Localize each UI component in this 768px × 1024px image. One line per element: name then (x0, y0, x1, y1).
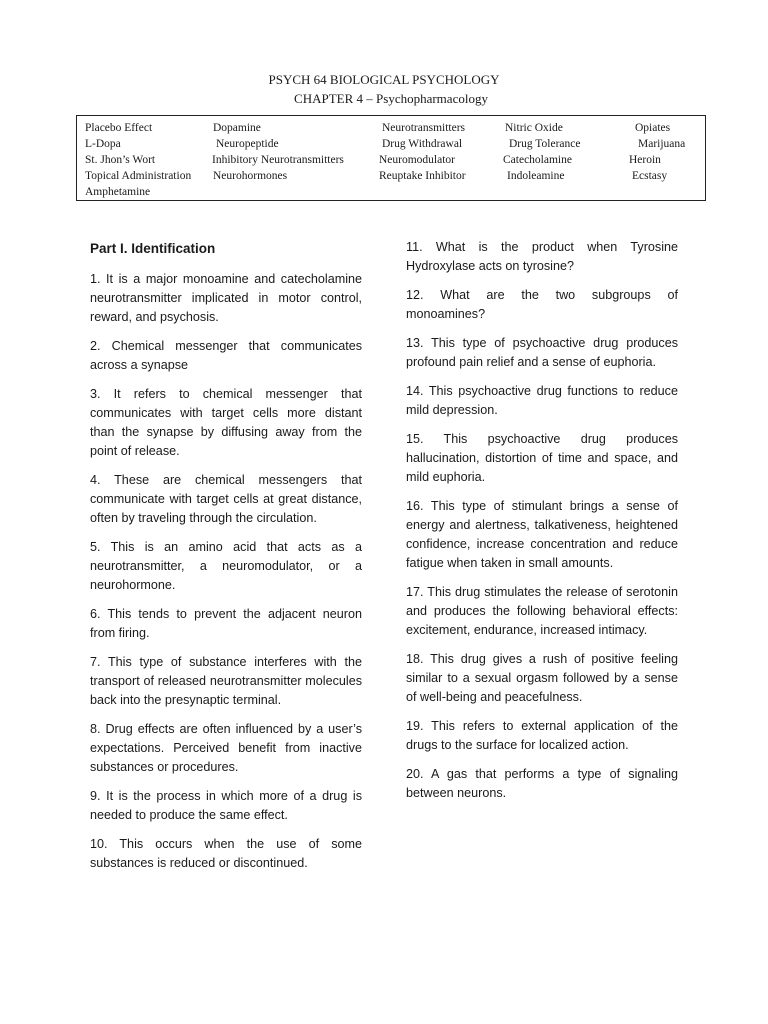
word-bank-term: Dopamine (213, 122, 261, 134)
question-item: 7. This type of substance interferes with the transport of released neurotransmitter molecules back into the presynaptic terminal. (90, 655, 362, 707)
question-item: 15. This psychoactive drug produces hallucination, distortion of time and space, and mild euphoria. (406, 432, 678, 484)
word-bank-term: Marijuana (638, 138, 686, 150)
word-bank-term: Drug Withdrawal (382, 138, 463, 150)
chapter-title: CHAPTER 4 – Psychopharmacology (294, 91, 488, 106)
word-bank-term: Neuromodulator (379, 154, 456, 166)
question-item: 14. This psychoactive drug functions to reduce mild depression. (406, 384, 678, 417)
course-title: PSYCH 64 BIOLOGICAL PSYCHOLOGY (268, 72, 500, 87)
word-bank-term: Amphetamine (85, 186, 151, 198)
question-item: 10. This occurs when the use of some substances is reduced or discontinued. (90, 837, 362, 870)
questions-left-column (90, 238, 362, 883)
question-item: 19. This refers to external application of the drugs to the surface for localized action. (406, 719, 678, 752)
word-bank-term: Neuropeptide (216, 138, 279, 150)
question-item: 20. A gas that performs a type of signaling between neurons. (406, 767, 678, 800)
question-item: 13. This type of psychoactive drug produces profound pain relief and a sense of euphoria. (406, 336, 678, 369)
word-bank-term: Inhibitory Neurotransmitters (212, 154, 344, 166)
document-header (0, 70, 768, 108)
word-bank-term: L-Dopa (85, 138, 121, 150)
question-item: 6. This tends to prevent the adjacent neuron from firing. (90, 607, 362, 640)
word-bank-term: Neurohormones (213, 170, 288, 182)
question-item: 8. Drug effects are often influenced by a user’s expectations. Perceived benefit from inactive substances or procedures. (90, 722, 362, 774)
word-bank-term: Topical Administration (85, 170, 192, 182)
question-item: 9. It is the process in which more of a drug is needed to produce the same effect. (90, 789, 362, 822)
questions-right-column (406, 238, 678, 813)
question-item: 2. Chemical messenger that communicates across a synapse (90, 339, 362, 372)
question-item: 12. What are the two subgroups of monoamines? (406, 288, 678, 321)
word-bank-term: Catecholamine (503, 154, 572, 166)
question-item: 4. These are chemical messengers that communicate with target cells at great distance, often by traveling through the circulation. (90, 473, 362, 525)
word-bank-term: Ecstasy (632, 170, 668, 182)
word-bank-term: Neurotransmitters (382, 122, 466, 134)
question-item: 3. It refers to chemical messenger that communicates with target cells more distant than the synapse by diffusing away from the point of release. (90, 387, 362, 458)
question-item: 11. What is the product when Tyrosine Hydroxylase acts on tyrosine? (406, 240, 678, 273)
word-bank-term: Opiates (635, 122, 671, 134)
question-item: 16. This type of stimulant brings a sense of energy and alertness, talkativeness, heightened confidence, increase concentration and reduce fatigue when taken in small amounts. (406, 499, 678, 570)
question-item: 17. This drug stimulates the release of serotonin and produces the following behavioral effects: excitement, endurance, increased intimacy. (406, 585, 678, 637)
question-item: 1. It is a major monoamine and catecholamine neurotransmitter implicated in motor control, reward, and psychosis. (90, 272, 362, 324)
word-bank-term: Placebo Effect (85, 122, 153, 134)
part-title: Part I. Identification (90, 241, 216, 256)
word-bank-term: Drug Tolerance (509, 138, 581, 150)
word-bank-term: St. Jhon’s Wort (85, 154, 156, 166)
question-item: 5. This is an amino acid that acts as a neurotransmitter, a neuromodulator, or a neurohormone. (90, 540, 362, 592)
question-item: 18. This drug gives a rush of positive feeling similar to a sexual orgasm followed by a sense of well-being and peacefulness. (406, 652, 678, 704)
word-bank-term: Reuptake Inhibitor (379, 170, 466, 182)
word-bank (76, 115, 706, 201)
word-bank-term: Nitric Oxide (505, 122, 563, 134)
word-bank-term: Indoleamine (507, 170, 565, 182)
word-bank-term: Heroin (629, 154, 661, 166)
